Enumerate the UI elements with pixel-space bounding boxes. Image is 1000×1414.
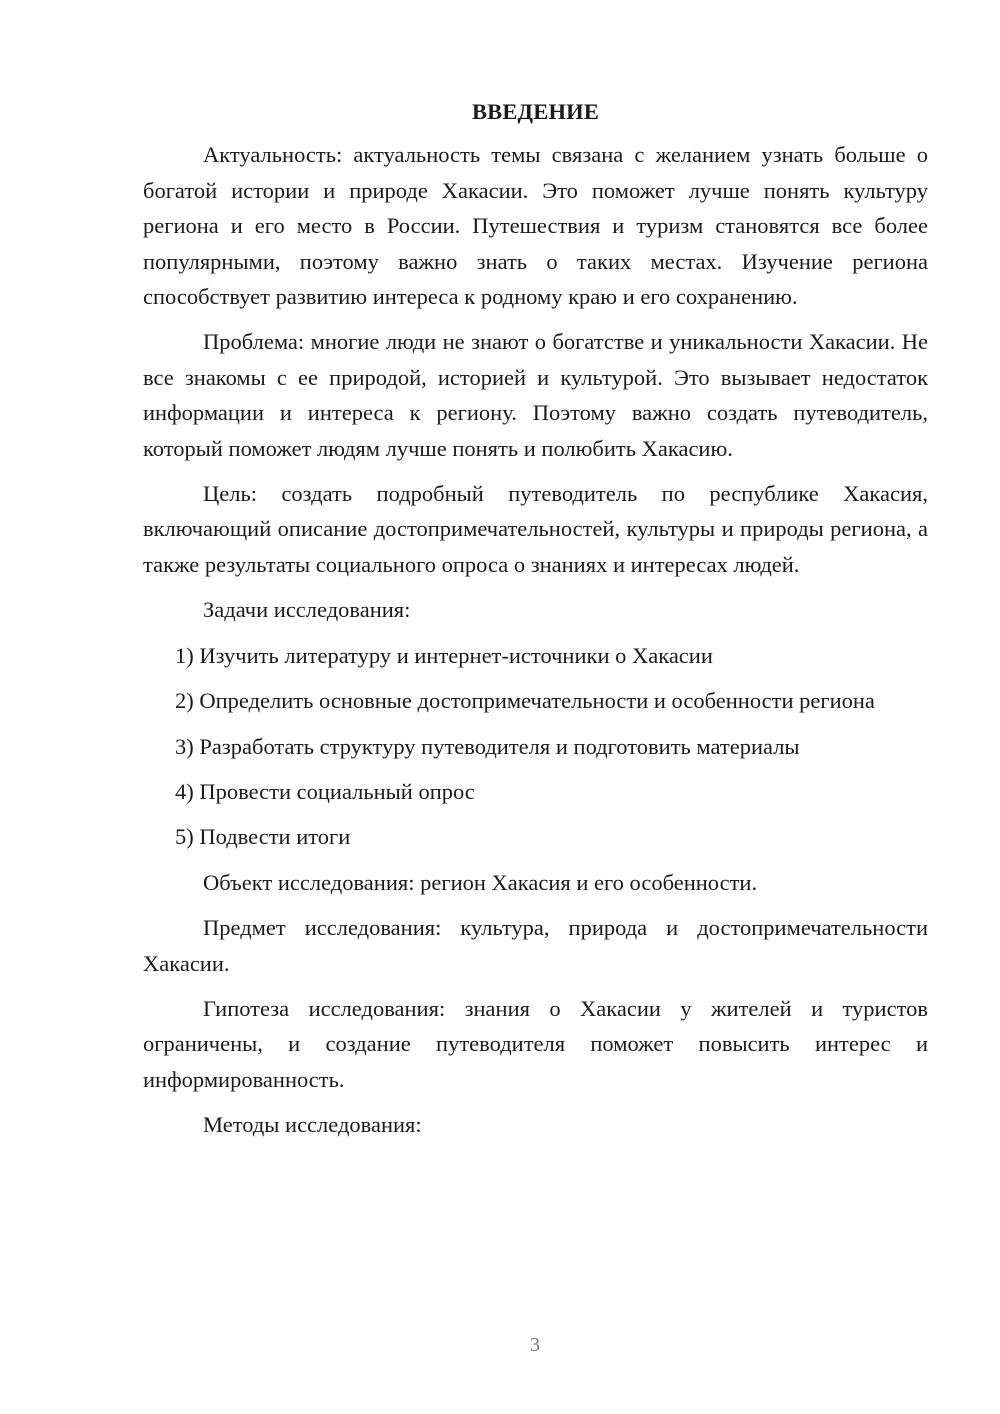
task-item-4: 4) Провести социальный опрос (175, 778, 475, 804)
goal-paragraph: Цель: создать подробный путеводитель по республике Хакасия, включающий описание достопримечательностей, культуры и природы региона, а также результаты социального опроса о знаниях и интересах людей. (143, 481, 928, 577)
page-title: ВВЕДЕНИЕ (471, 99, 600, 124)
subject-paragraph: Предмет исследования: культура, природа и достопримечательности Хакасии. (143, 915, 928, 976)
task-item-5: 5) Подвести итоги (175, 824, 351, 850)
relevance-paragraph: Актуальность: актуальность темы связана с желанием узнать больше о богатой истории и природе Хакасии. Это поможет лучше понять культуру региона и его место в России. Путешествия и туризм становятся все более популярными, поэтому важно знать о таких местах. Изучение региона способствует развитию интереса к родному краю и его сохранению. (143, 142, 928, 310)
problem-paragraph: Проблема: многие люди не знают о богатстве и уникальности Хакасии. Не все знакомы с ее природой, историей и культурой. Это вызывает недостаток информации и интереса к региону. Поэтому важно создать путеводитель, который поможет людям лучше понять и полюбить Хакасию. (143, 329, 928, 461)
tasks-heading: Задачи исследования: (203, 597, 411, 623)
task-item-2: 2) Определить основные достопримечательности и особенности региона (175, 688, 875, 714)
object-paragraph: Объект исследования: регион Хакасия и его особенности. (203, 869, 758, 895)
page-number: 3 (530, 1334, 540, 1356)
hypothesis-paragraph: Гипотеза исследования: знания о Хакасии у жителей и туристов ограничены, и создание путеводителя поможет повысить интерес и информированность. (143, 995, 928, 1092)
task-item-1: 1) Изучить литературу и интернет-источники о Хакасии (175, 642, 713, 668)
methods-heading: Методы исследования: (203, 1112, 422, 1138)
page-content (143, 94, 928, 1153)
task-item-3: 3) Разработать структуру путеводителя и подготовить материалы (175, 733, 800, 759)
